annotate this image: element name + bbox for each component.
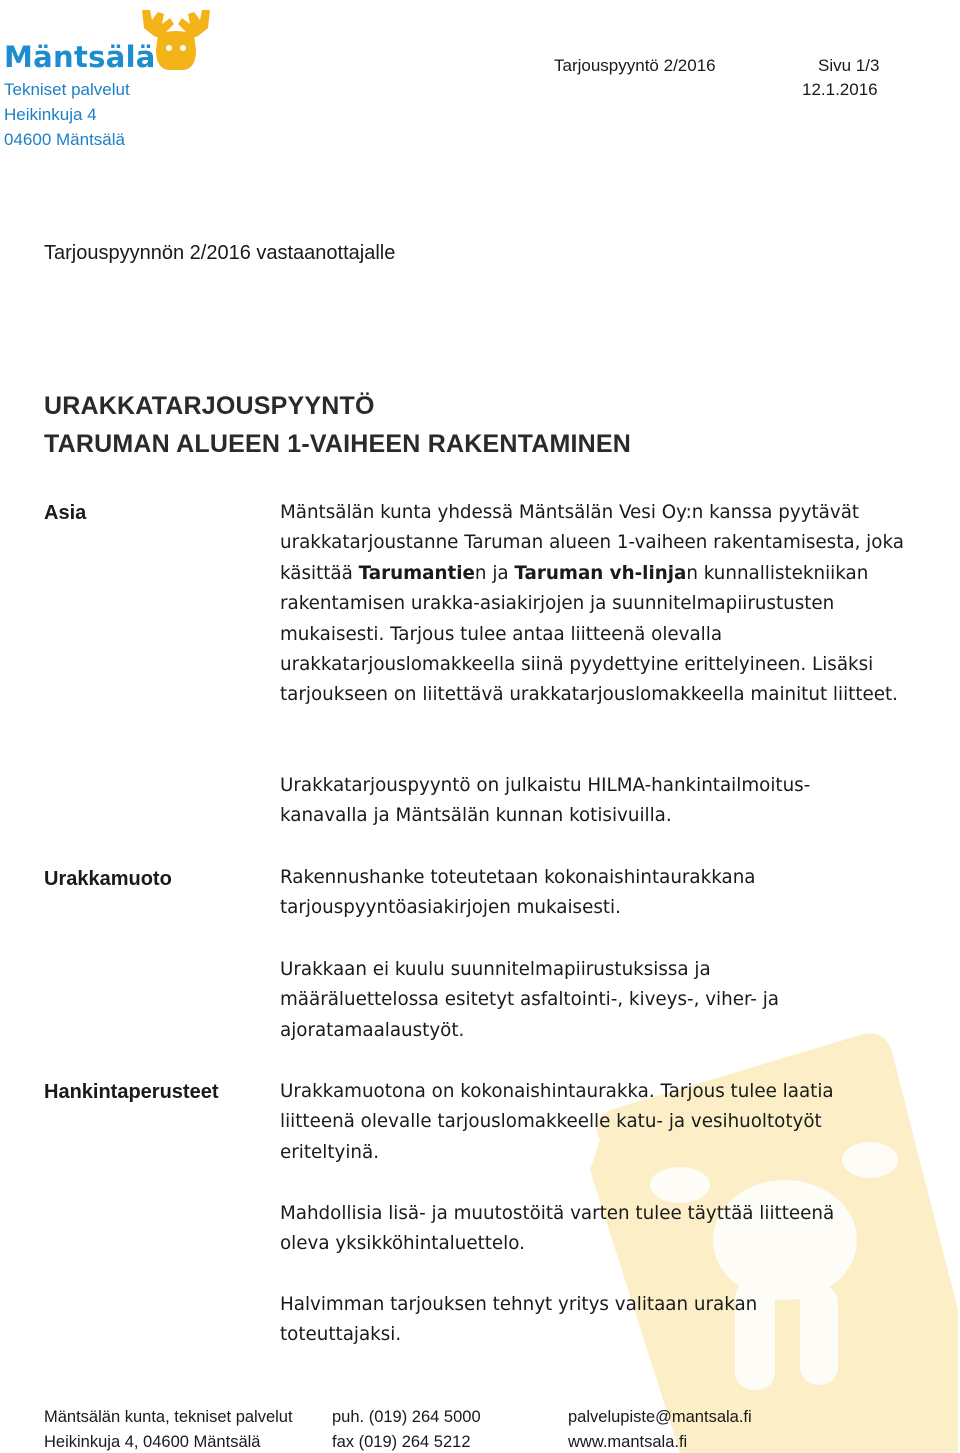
asia-paragraph-1: Mäntsälän kunta yhdessä Mäntsälän Vesi Oy:n kanssa pyytävät urakkatarjoustanne Taruman alueen 1-vaiheen rakentamisesta, joka käsittää Tarumantien ja Taruman vh-linjan kunnallistekniikan rakentamisen urakka-asiakirjojen ja suunnitelmapiirustusten mukaisesti. Tarjous tulee antaa liitteenä olevalla urakkatarjouslomakkeella siinä pyydettyine erittelyineen. Lisäksi tarjoukseen on liitettävä urakkatarjouslomakkeella mainitut liitteet.	[280, 502, 904, 706]
urakkamuoto-paragraph-2: Urakkaan ei kuulu suunnitelmapiirustuksissa ja määräluettelossa esitetyt asfaltointi-, kiveys-, viher- ja ajoratamaalaustyöt.	[280, 959, 779, 1041]
header-department: Tekniset palvelut	[4, 80, 130, 99]
hankintaperusteet-paragraph-2: Mahdollisia lisä- ja muutostöitä varten tulee täyttää liitteenä oleva yksikköhintaluettelo.	[280, 1203, 835, 1255]
section-label-urakkamuoto: Urakkamuoto	[44, 868, 172, 890]
header-street: Heikinkuja 4	[4, 105, 97, 124]
document-title: URAKKATARJOUSPYYNTÖ	[44, 392, 375, 420]
document-id: Tarjouspyyntö 2/2016	[554, 56, 716, 75]
recipient-line: Tarjouspyynnön 2/2016 vastaanottajalle	[44, 242, 396, 264]
header-postal: 04600 Mäntsälä	[4, 130, 125, 149]
footer-email-link[interactable]: palvelupiste@mantsala.fi	[568, 1408, 752, 1426]
section-label-asia: Asia	[44, 502, 87, 524]
footer-fax: fax (019) 264 5212	[332, 1433, 471, 1451]
document-subtitle: TARUMAN ALUEEN 1-VAIHEEN RAKENTAMINEN	[44, 430, 632, 458]
section-label-hankintaperusteet: Hankintaperusteet	[44, 1081, 219, 1103]
hankintaperusteet-paragraph-1: Urakkamuotona on kokonaishintaurakka. Tarjous tulee laatia liitteenä olevalle tarjouslomakkeelle katu- ja vesihuoltotyöt eriteltyinä.	[280, 1081, 834, 1163]
footer-web-link[interactable]: www.mantsala.fi	[568, 1433, 688, 1451]
logo-text: Mäntsälä	[4, 40, 156, 74]
footer-address: Heikinkuja 4, 04600 Mäntsälä	[44, 1433, 261, 1451]
moose-icon	[136, 6, 216, 72]
asia-paragraph-2: Urakkatarjouspyyntö on julkaistu HILMA-hankintailmoitus-kanavalla ja Mäntsälän kunnan kotisivuilla.	[280, 775, 811, 827]
urakkamuoto-paragraph-1: Rakennushanke toteutetaan kokonaishintaurakkana tarjouspyyntöasiakirjojen mukaisesti.	[280, 867, 756, 919]
mantsala-logo	[4, 6, 214, 76]
page-number: Sivu 1/3	[818, 56, 880, 75]
footer-org: Mäntsälän kunta, tekniset palvelut	[44, 1408, 293, 1426]
document-date: 12.1.2016	[802, 80, 878, 99]
hankintaperusteet-paragraph-3: Halvimman tarjouksen tehnyt yritys valitaan urakan toteuttajaksi.	[280, 1294, 758, 1346]
footer-phone: puh. (019) 264 5000	[332, 1408, 481, 1426]
